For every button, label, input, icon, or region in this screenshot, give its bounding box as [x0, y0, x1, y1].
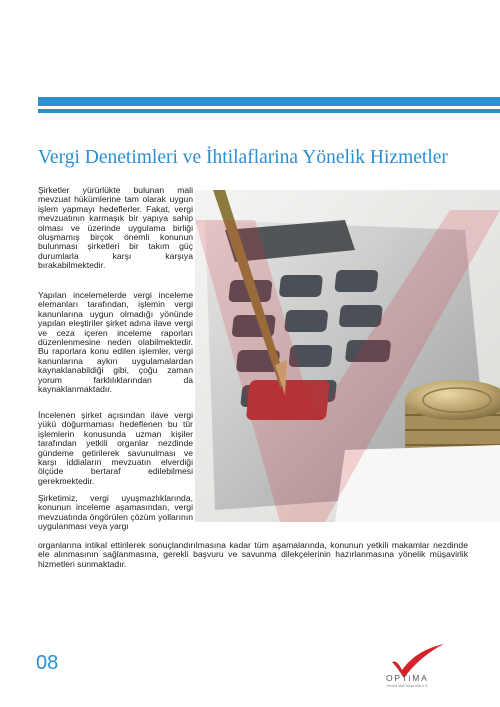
header-band: [38, 97, 500, 106]
page-title: Vergi Denetimleri ve İhtilaflarina Yönelik Hizmetler: [38, 147, 448, 168]
logo-wordmark: OPTiMA: [386, 673, 429, 683]
paragraph-services-end: organlarına intikal ettirilerek sonuçlandırılmasına kadar tüm aşamalarında, konunun yetkili makamlar nezdinde ele alınmasının sağlanmasına, gerekli başvuru ve savunma dilekçelerinin hazırlanmasına yönelik müşavirlik hizmetleri sunmaktadır.: [38, 540, 468, 569]
paragraph-services-start: Şirketimiz, vergi uyuşmazlıklarında, konunun inceleme aşamasından, vergi mevzuatında öngörülen çözüm yollarının uygulanması veya yargı: [38, 493, 193, 532]
paragraph-defense: İncelenen şirket açısından ilave vergi yükü doğurmaması hedeflenen bu tür işlemlerin konusunda uzman kişiler tarafından yetkili organlar nezdinde gündeme getirilerek savunulması ve karşı iddiaların mevzuatın elverdiği ölçüde bertaraf edilebilmesi gerekmektedir.: [38, 410, 193, 486]
page-number: 08: [36, 652, 59, 674]
header-band-thin: [38, 109, 500, 113]
calculator-coins-photo: [195, 190, 500, 522]
paragraph-inspections: Yapılan incelemelerde vergi inceleme elemanları tarafından, işlemin vergi kanunlarına uygun olmadığı yönünde yapılan eleştiriler şirket adına ilave vergi ve ceza içeren inceleme raporları düzenlenmesine neden olabilmektedir. Bu raporlara konu edilen işlemler, vergi kanunlarına aykırı uygulamalardan kaynaklanabildiği gibi, çoğu zaman yorum farklılıklarından da kaynaklanmaktadır.: [38, 290, 193, 395]
logo-tagline: Yeminli Mali Müşavirlik A.Ş.: [386, 684, 429, 688]
paragraph-intro: Şirketler yürürlükte bulunan mali mevzuat hükümlerine tam olarak uygun işlem yapmayı hedeflerler. Fakat, vergi mevzuatının karmaşık bir yapıya sahip olması ve üzerinde uygulama birliği oluşmamış birçok önemli konunun bulunması şirketleri bir takım güç durumlarla karşı karşıya bırakabilmektedir.: [38, 185, 193, 271]
